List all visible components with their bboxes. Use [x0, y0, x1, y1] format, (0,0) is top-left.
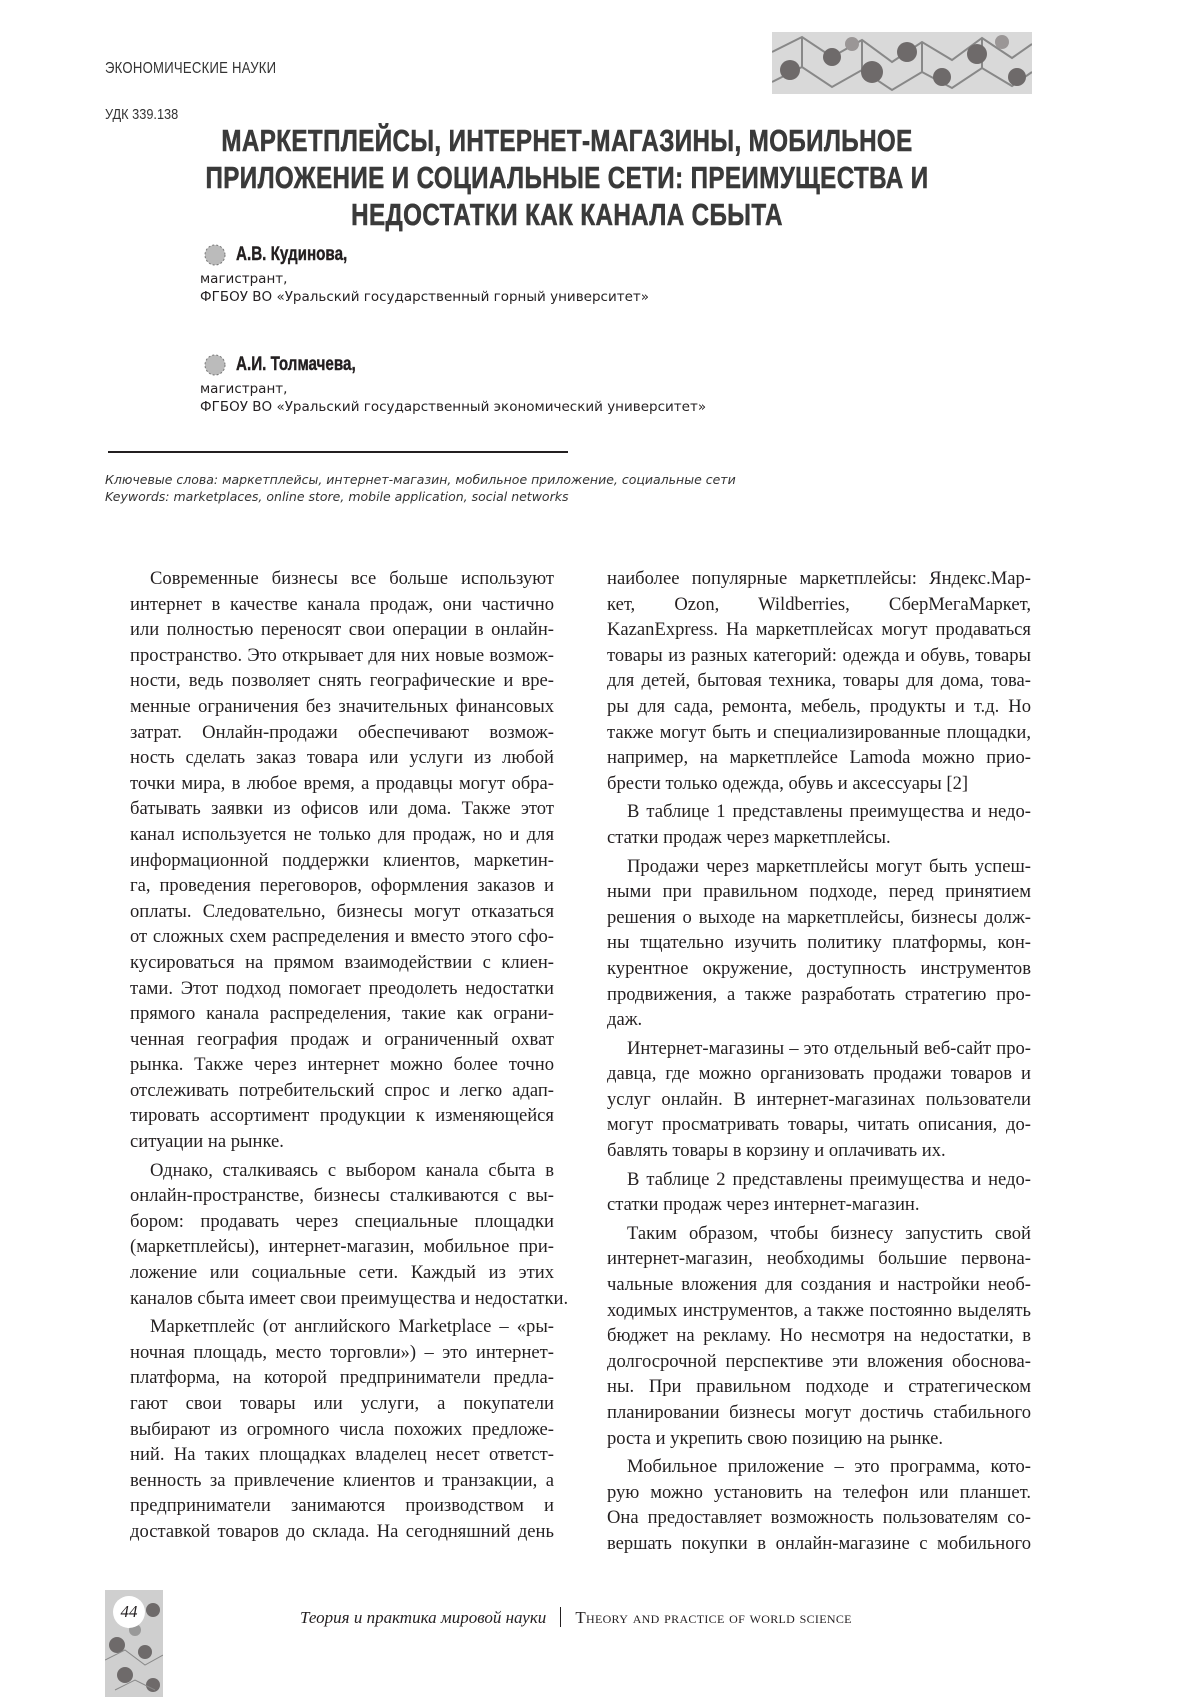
text-line: ченная география продаж и ограниченный охват — [130, 1027, 554, 1053]
text-line: интернет-магазин, необходимы большие первона- — [607, 1246, 1031, 1272]
text-line: наиболее популярные маркетплейсы: Яндекс.Мар- — [607, 566, 1031, 592]
text-line: затрат. Онлайн-продажи обеспечивают возмож- — [130, 720, 554, 746]
text-line: прямого канала распределения, такие как ограни- — [130, 1001, 554, 1027]
journal-footer — [300, 1607, 852, 1628]
text-line: Продажи через маркетплейсы могут быть успеш- — [607, 854, 1031, 880]
text-line: Мобильное приложение – это программа, кото- — [607, 1454, 1031, 1480]
text-line: услуг онлайн. В интернет-магазинах пользователи — [607, 1087, 1031, 1113]
text-line: тировать ассортимент продукции к изменяющейся — [130, 1103, 554, 1129]
text-line: гают свои товары или услуги, а покупатели — [130, 1391, 554, 1417]
text-line: ны тщательно изучить политику платформы, кон- — [607, 930, 1031, 956]
author-position: магистрант, — [200, 380, 706, 398]
author-block — [200, 240, 649, 306]
text-line: чальные вложения для создания и настройки необ- — [607, 1272, 1031, 1298]
paragraph — [607, 1167, 1031, 1218]
author-name: А.В. Кудинова, — [236, 244, 347, 266]
text-line: онлайн-пространстве, бизнесы сталкиваются с вы- — [130, 1183, 554, 1209]
keywords-en: Keywords: marketplaces, online store, mobile application, social networks — [105, 489, 568, 504]
text-line: венность за привлечение клиентов и транзакции, а — [130, 1468, 554, 1494]
text-line: роста и укрепить свою позицию на рынке. — [607, 1426, 1031, 1452]
text-line: ситуации на рынке. — [130, 1129, 554, 1155]
text-line: продвижения, а также разработать стратегию про- — [607, 982, 1031, 1008]
text-line: KazanExpress. На маркетплейсах могут продаваться — [607, 617, 1031, 643]
footer-separator — [560, 1607, 561, 1627]
text-line: ность сделать заказ товара или услуги из любой — [130, 745, 554, 771]
text-line: бором: продавать через специальные площадки — [130, 1209, 554, 1235]
text-line: каналов сбыта имеет свои преимущества и недостатки. — [130, 1286, 554, 1312]
text-line: (маркетплейсы), интернет-магазин, мобильное при- — [130, 1234, 554, 1260]
text-line: ры для сада, ремонта, мебель, продукты и т.д. Но — [607, 694, 1031, 720]
text-line: оплаты. Следовательно, бизнесы могут отказаться — [130, 899, 554, 925]
paragraph — [607, 1454, 1031, 1556]
text-line: отслеживать потребительский спрос и легко адап- — [130, 1078, 554, 1104]
text-line: также могут быть и специализированные площадки, — [607, 720, 1031, 746]
title-line: ПРИЛОЖЕНИЕ И СОЦИАЛЬНЫЕ СЕТИ: ПРЕИМУЩЕСТВА И — [125, 159, 1010, 196]
text-line: планировании бизнесы могут достичь стабильного — [607, 1400, 1031, 1426]
author-bullet-icon — [200, 354, 230, 376]
page-number: 44 — [113, 1596, 145, 1628]
text-line: батывать заявки из офисов или дома. Также этот — [130, 796, 554, 822]
text-line: Современные бизнесы все больше используют — [130, 566, 554, 592]
author-position: магистрант, — [200, 270, 649, 288]
text-line: интернет в качестве канала продаж, они частично — [130, 592, 554, 618]
text-line: бавлять товары в корзину и оплачивать их. — [607, 1138, 1031, 1164]
text-line: Однако, сталкиваясь с выбором канала сбыта в — [130, 1158, 554, 1184]
text-line: менные ограничения без значительных финансовых — [130, 694, 554, 720]
divider — [108, 451, 568, 453]
text-line: точки мира, в любое время, а продавцы могут обра- — [130, 771, 554, 797]
text-line: например, на маркетплейсе Lamoda можно прио- — [607, 745, 1031, 771]
paragraph — [607, 854, 1031, 1033]
text-line: курентное окружение, доступность инструментов — [607, 956, 1031, 982]
author-bullet-icon — [200, 244, 230, 266]
text-line: ходимых инструментов, а также постоянно выделять — [607, 1298, 1031, 1324]
text-line: могут просматривать товары, читать описания, до- — [607, 1112, 1031, 1138]
body-column-left — [130, 566, 554, 1548]
text-line: выбирают из огромного числа похожих предложе- — [130, 1417, 554, 1443]
author-affiliation: ФГБОУ ВО «Уральский государственный горный университет» — [200, 288, 649, 306]
journal-title-en: Theory and practice of world science — [575, 1608, 851, 1627]
text-line: ний. На таких площадках владелец несет ответст- — [130, 1442, 554, 1468]
text-line: Она предоставляет возможность пользователям со- — [607, 1505, 1031, 1531]
text-line: или полностью переносят свои операции в онлайн- — [130, 617, 554, 643]
paragraph — [130, 1158, 554, 1312]
journal-title-ru: Теория и практика мировой науки — [300, 1608, 546, 1627]
text-line: кусироваться на прямом взаимодействии с клиен- — [130, 950, 554, 976]
text-line: информационной поддержки клиентов, маркетин- — [130, 848, 554, 874]
text-line: ночная площадь, место торговли») – это интернет- — [130, 1340, 554, 1366]
paragraph — [607, 799, 1031, 850]
text-line: рынка. Также через интернет можно более точно — [130, 1052, 554, 1078]
text-line: тами. Этот подход помогает преодолеть недостатки — [130, 976, 554, 1002]
text-line: бюджет на рекламу. Но несмотря на недостатки, в — [607, 1323, 1031, 1349]
section-heading: ЭКОНОМИЧЕСКИЕ НАУКИ — [105, 60, 276, 78]
author-block — [200, 350, 706, 416]
keywords-ru: Ключевые слова: маркетплейсы, интернет-магазин, мобильное приложение, социальные сети — [105, 472, 736, 487]
text-line: ложение или социальные сети. Каждый из этих — [130, 1260, 554, 1286]
molecule-decoration-image — [772, 32, 1032, 94]
text-line: статки продаж через маркетплейсы. — [607, 825, 1031, 851]
page-number-badge — [105, 1590, 163, 1697]
text-line: ности, ведь позволяет снять географические и вре- — [130, 668, 554, 694]
text-line: даж. — [607, 1007, 1031, 1033]
paragraph — [607, 1221, 1031, 1451]
text-line: вершать покупки в онлайн-магазине с мобильного — [607, 1531, 1031, 1557]
text-line: Таким образом, чтобы бизнесу запустить свой — [607, 1221, 1031, 1247]
text-line: пространство. Это открывает для них новые возмож- — [130, 643, 554, 669]
text-line: для детей, бытовая техника, товары для дома, това- — [607, 668, 1031, 694]
text-line: от сложных схем распределения и вместо этого сфо- — [130, 924, 554, 950]
text-line: канал используется не только для продаж, но и для — [130, 822, 554, 848]
udk-code: УДК 339.138 — [105, 106, 178, 123]
text-line: га, проведения переговоров, оформления заказов и — [130, 873, 554, 899]
article-title — [0, 122, 1134, 233]
text-line: долгосрочной перспективе эти вложения обоснова- — [607, 1349, 1031, 1375]
text-line: товары из разных категорий: одежда и обувь, товары — [607, 643, 1031, 669]
title-line: НЕДОСТАТКИ КАК КАНАЛА СБЫТА — [125, 196, 1010, 233]
text-line: В таблице 1 представлены преимущества и недо- — [607, 799, 1031, 825]
text-line: рую можно установить на телефон или планшет. — [607, 1480, 1031, 1506]
text-line: решения о выходе на маркетплейсы, бизнесы долж- — [607, 905, 1031, 931]
text-line: доставкой товаров до склада. На сегодняшний день — [130, 1519, 554, 1545]
paragraph — [130, 1314, 554, 1544]
text-line: кет, Ozon, Wildberries, СберМегаМаркет, — [607, 592, 1031, 618]
text-line: ны. При правильном подходе и стратегическом — [607, 1374, 1031, 1400]
text-line: ными при правильном подходе, перед принятием — [607, 879, 1031, 905]
text-line: В таблице 2 представлены преимущества и недо- — [607, 1167, 1031, 1193]
body-column-right — [607, 566, 1031, 1560]
author-affiliation: ФГБОУ ВО «Уральский государственный экономический университет» — [200, 398, 706, 416]
paragraph — [607, 1036, 1031, 1164]
text-line: Интернет-магазины – это отдельный веб-сайт про- — [607, 1036, 1031, 1062]
text-line: Маркетплейс (от английского Marketplace – «ры- — [130, 1314, 554, 1340]
paragraph — [130, 566, 554, 1155]
text-line: давца, где можно организовать продажи товаров и — [607, 1061, 1031, 1087]
text-line: платформа, на которой предприниматели предла- — [130, 1365, 554, 1391]
paragraph — [607, 566, 1031, 796]
author-name: А.И. Толмачева, — [236, 354, 356, 376]
text-line: статки продаж через интернет-магазин. — [607, 1192, 1031, 1218]
text-line: предприниматели занимаются производством и — [130, 1493, 554, 1519]
title-line: МАРКЕТПЛЕЙСЫ, ИНТЕРНЕТ-МАГАЗИНЫ, МОБИЛЬНОЕ — [125, 122, 1010, 159]
text-line: брести только одежда, обувь и аксессуары [2] — [607, 771, 1031, 797]
